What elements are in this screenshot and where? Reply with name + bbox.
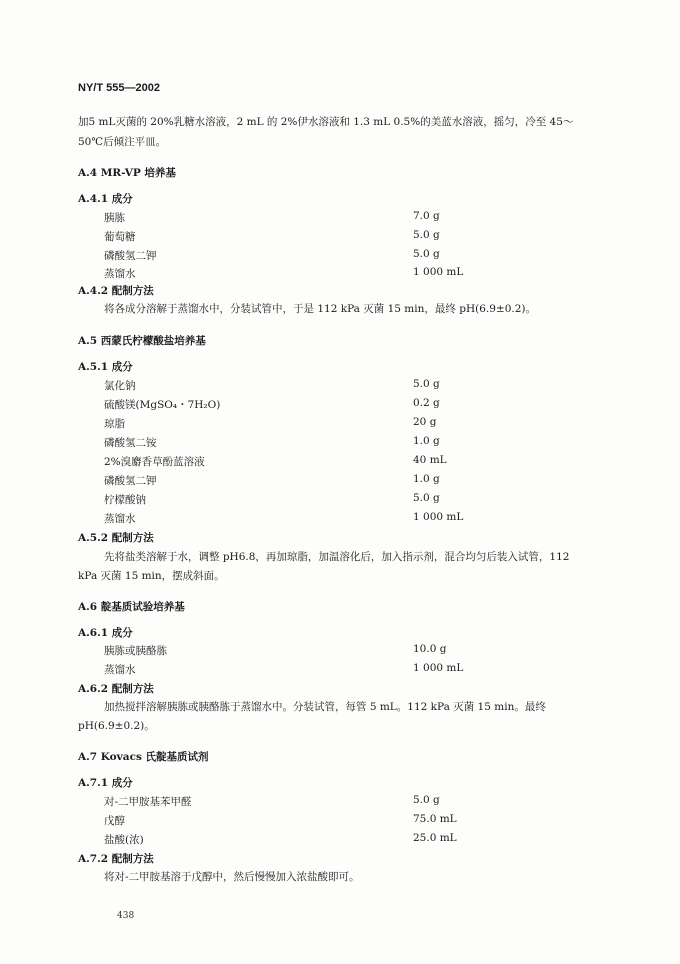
ingredient-name: 胰胨或胰酪胨: [104, 645, 167, 657]
ingredient-name: 磷酸氢二钾: [104, 250, 157, 262]
ingredient-amount: 5.0 g: [413, 492, 440, 504]
section-a6-method-line-1: 加热搅拌溶解胰胨或胰酪胨于蒸馏水中。分装试管，每管 5 mL。112 kPa 灭菌 15 min。最终: [104, 701, 546, 713]
ingredient-name: 磷酸氢二铵: [104, 437, 157, 449]
ingredient-amount: 5.0 g: [413, 248, 440, 260]
section-a4-2-title: A.4.2 配制方法: [78, 285, 154, 297]
ingredient-amount: 1.0 g: [413, 473, 440, 485]
ingredient-name: 胰胨: [104, 212, 125, 224]
section-a5-method-line-1: 先将盐类溶解于水，调整 pH6.8，再加琼脂，加温溶化后，加入指示剂，混合均匀后装入试管，112: [104, 551, 570, 563]
ingredient-name: 硫酸镁(MgSO₄・7H₂O): [104, 399, 221, 411]
ingredient-name: 盐酸(浓): [104, 834, 144, 846]
ingredient-amount: 0.2 g: [413, 397, 440, 409]
ingredient-amount: 7.0 g: [413, 210, 440, 222]
section-a5-1-title: A.5.1 成分: [78, 361, 133, 373]
section-a4-1-title: A.4.1 成分: [78, 193, 133, 205]
section-a5-2-title: A.5.2 配制方法: [78, 532, 154, 544]
ingredient-amount: 10.0 g: [413, 643, 447, 655]
section-a7-method: 将对-二甲胺基溶于戊醇中，然后慢慢加入浓盐酸即可。: [104, 871, 360, 883]
intro-line-2: 50℃后倾注平皿。: [78, 136, 167, 148]
ingredient-name: 蒸馏水: [104, 268, 136, 280]
section-a4-title: A.4 MR-VP 培养基: [78, 167, 176, 179]
ingredient-amount: 25.0 mL: [413, 832, 457, 844]
ingredient-name: 琼脂: [104, 418, 125, 430]
page-number: 438: [117, 911, 135, 921]
ingredient-name: 蒸馏水: [104, 664, 136, 676]
section-a7-1-title: A.7.1 成分: [78, 777, 133, 789]
intro-line-1: 加5 mL灭菌的 20%乳糖水溶液，2 mL 的 2%伊水溶液和 1.3 mL 0.5%的美蓝水溶液，摇匀，冷至 45～: [78, 116, 574, 128]
ingredient-name: 对-二甲胺基苯甲醛: [104, 796, 192, 808]
ingredient-name: 磷酸氢二钾: [104, 475, 157, 487]
ingredient-name: 氯化钠: [104, 380, 136, 392]
ingredient-name: 戊醇: [104, 815, 125, 827]
section-a6-2-title: A.6.2 配制方法: [78, 683, 154, 695]
ingredient-amount: 20 g: [413, 416, 437, 428]
section-a4-method: 将各成分溶解于蒸馏水中，分装试管中，于是 112 kPa 灭菌 15 min，最终 pH(6.9±0.2)。: [104, 303, 536, 315]
ingredient-amount: 1.0 g: [413, 435, 440, 447]
ingredient-amount: 1 000 mL: [413, 511, 464, 523]
section-a6-1-title: A.6.1 成分: [78, 627, 133, 639]
ingredient-amount: 1 000 mL: [413, 266, 464, 278]
ingredient-amount: 40 mL: [413, 454, 447, 466]
ingredient-amount: 5.0 g: [413, 229, 440, 241]
section-a7-title: A.7 Kovacs 氏靛基质试剂: [78, 751, 209, 763]
ingredient-amount: 1 000 mL: [413, 662, 464, 674]
ingredient-amount: 5.0 g: [413, 794, 440, 806]
section-a5-title: A.5 西蒙氏柠檬酸盐培养基: [78, 335, 206, 347]
ingredient-name: 蒸馏水: [104, 513, 136, 525]
standard-number: NY/T 555—2002: [78, 82, 160, 94]
section-a6-method-line-2: pH(6.9±0.2)。: [78, 720, 155, 732]
section-a5-method-line-2: kPa 灭菌 15 min，摆成斜面。: [78, 570, 225, 582]
ingredient-amount: 75.0 mL: [413, 813, 457, 825]
section-a6-title: A.6 靛基质试验培养基: [78, 601, 185, 613]
ingredient-name: 柠檬酸钠: [104, 494, 146, 506]
ingredient-name: 葡萄糖: [104, 231, 136, 243]
section-a7-2-title: A.7.2 配制方法: [78, 853, 154, 865]
ingredient-amount: 5.0 g: [413, 378, 440, 390]
ingredient-name: 2%溴麝香草酚蓝溶液: [104, 456, 205, 468]
